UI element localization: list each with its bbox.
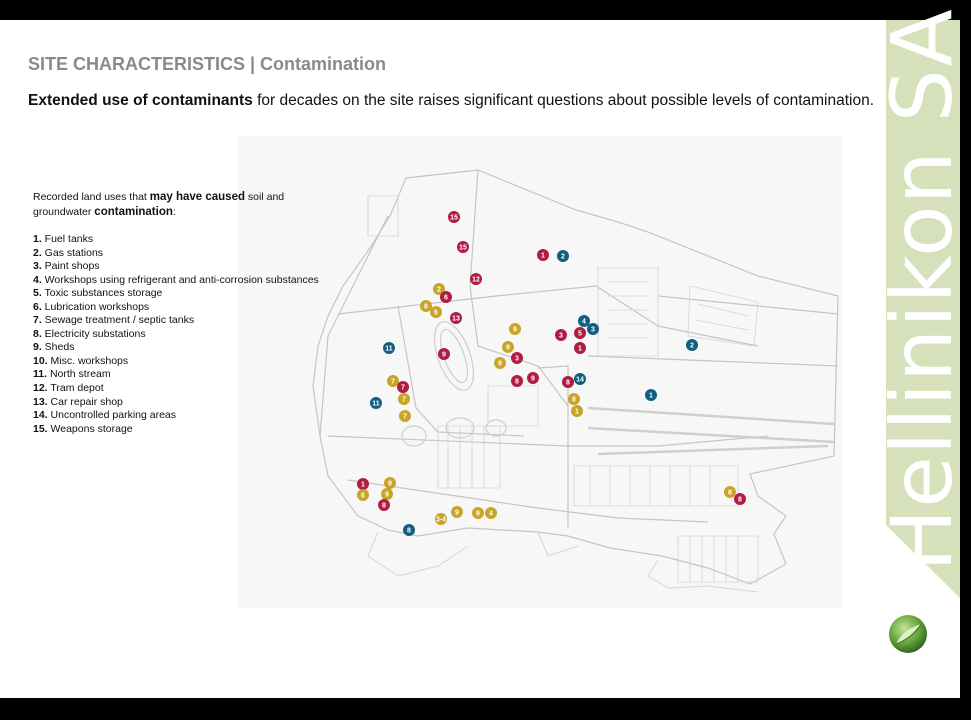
legend-item-number: 9. (33, 341, 42, 354)
racetrack (402, 317, 506, 446)
map-marker (557, 250, 569, 262)
map-marker (470, 273, 482, 285)
map-marker-label: 1 (541, 252, 545, 260)
legend-intro-text: Recorded land uses that (33, 191, 150, 203)
map-marker (381, 488, 393, 500)
legend-item (33, 287, 333, 301)
map-marker (537, 249, 549, 261)
map-marker (440, 291, 452, 303)
map-marker (387, 375, 399, 387)
map-marker (645, 389, 657, 401)
legend-item (33, 274, 333, 288)
map-marker-label: 9 (506, 344, 510, 352)
map-marker-label: 12 (472, 276, 480, 284)
map-marker (574, 373, 586, 385)
map-marker (555, 329, 567, 341)
legend-item (33, 233, 333, 247)
runways (588, 408, 834, 454)
map-marker-label: 3 (591, 326, 595, 334)
map-marker (734, 493, 746, 505)
brand-wordmark: Hellinikon SA (873, 8, 971, 572)
map-marker (527, 372, 539, 384)
legend-item-number: 12. (33, 382, 48, 395)
map-marker-label: 15 (459, 244, 467, 252)
legend-item-number: 3. (33, 260, 42, 273)
legend-item-label: Electricity substations (41, 327, 146, 340)
map-marker-label: 7 (391, 378, 395, 386)
map-marker-label: 6 (434, 309, 438, 317)
legend-item-label: Workshops using refrigerant and anti-corrosion substances (41, 273, 319, 286)
legend-intro-emphasis: may have caused (149, 191, 246, 203)
map-marker (509, 323, 521, 335)
map-marker-label: 14 (576, 376, 584, 384)
map-marker (571, 405, 583, 417)
map-marker (485, 507, 497, 519)
map-marker (494, 357, 506, 369)
map-marker-label: 8 (566, 379, 570, 387)
map-marker-label: 8 (572, 396, 576, 404)
map-marker (450, 312, 462, 324)
coast (368, 532, 758, 592)
legend (33, 190, 333, 436)
map-marker-label: 11 (372, 400, 380, 408)
map-marker (383, 342, 395, 354)
map-marker (587, 323, 599, 335)
map-marker (724, 486, 736, 498)
legend-intro-text: : (172, 206, 176, 218)
map-marker (448, 211, 460, 223)
legend-item-number: 1. (33, 233, 42, 245)
legend-item-number: 5. (33, 287, 42, 300)
map-marker-label: 9 (531, 375, 535, 383)
legend-item-label: Gas stations (41, 246, 104, 259)
map-marker-label: 3 (515, 355, 519, 363)
map-marker (398, 393, 410, 405)
legend-item-number: 13. (33, 395, 48, 408)
legend-item-label: Sewage treatment / septic tanks (41, 314, 195, 327)
legend-item-number: 2. (33, 246, 42, 259)
contamination-markers (357, 211, 746, 536)
legend-item-label: Paint shops (41, 260, 100, 273)
map-marker (435, 513, 447, 525)
map-marker (430, 306, 442, 318)
legend-item (33, 260, 333, 274)
map-marker-label: 2 (437, 286, 441, 294)
map-marker (357, 478, 369, 490)
map-marker (384, 477, 396, 489)
map-marker-label: 8 (738, 496, 742, 504)
legend-item (33, 423, 333, 437)
map-marker-label: 7 (401, 384, 405, 392)
map-marker-label: 5 (578, 330, 582, 338)
legend-item (33, 314, 333, 328)
legend-item-label: Sheds (41, 341, 75, 354)
map-marker-label: 9 (388, 480, 392, 488)
leaf-globe-icon (888, 614, 928, 654)
map-marker-label: 1 (578, 345, 582, 353)
map-marker-label: 6 (361, 492, 365, 500)
map-marker (457, 241, 469, 253)
map-marker-label: 8 (407, 527, 411, 535)
map-marker (472, 507, 484, 519)
subtitle-emphasis: Extended use of contaminants (28, 92, 253, 109)
legend-item (33, 301, 333, 315)
legend-item-label: Tram depot (47, 382, 104, 395)
map-marker-label: 1 (649, 392, 653, 400)
map-marker-label: 9 (498, 360, 502, 368)
legend-item-number: 14. (33, 409, 48, 422)
map-marker (686, 339, 698, 351)
map-marker (578, 315, 590, 327)
map-marker (511, 375, 523, 387)
map-marker-label: 8 (515, 378, 519, 386)
map-marker (451, 506, 463, 518)
map-marker-label: 1 (361, 481, 365, 489)
legend-item-label: Misc. workshops (47, 354, 129, 367)
map-marker-label: 6 (444, 294, 448, 302)
map-marker (420, 300, 432, 312)
map-marker-label: 8 (382, 502, 386, 510)
legend-item-number: 8. (33, 327, 42, 340)
map-marker-label: 2 (690, 342, 694, 350)
legend-item-number: 6. (33, 300, 42, 313)
legend-item-number: 4. (33, 273, 42, 286)
legend-item-number: 11. (33, 368, 48, 381)
legend-item-label: Uncontrolled parking areas (47, 409, 177, 422)
map-marker-label: 8 (728, 489, 732, 497)
legend-item-number: 15. (33, 422, 48, 435)
legend-item-label: Fuel tanks (41, 233, 94, 245)
map-marker-label: 11 (385, 345, 393, 353)
legend-item-label: Weapons storage (47, 422, 133, 435)
legend-item (33, 409, 333, 423)
map-marker (438, 348, 450, 360)
map-marker-label: 2 (561, 253, 565, 261)
legend-item-number: 7. (33, 314, 42, 327)
map-marker (403, 524, 415, 536)
map-marker-label: 7 (403, 413, 407, 421)
legend-item (33, 328, 333, 342)
map-marker-label: 9 (442, 351, 446, 359)
map-marker-label: 3 (559, 332, 563, 340)
legend-item-label: Car repair shop (47, 395, 123, 408)
map-marker-label: 4 (489, 510, 493, 518)
legend-item (33, 396, 333, 410)
page-title: SITE CHARACTERISTICS | Contamination (28, 54, 387, 74)
map-marker-label: 9 (513, 326, 517, 334)
map-marker (568, 393, 580, 405)
legend-item-label: Toxic substances storage (41, 287, 163, 300)
legend-intro-emphasis: contamination (94, 206, 173, 218)
legend-item (33, 247, 333, 261)
map-marker-label: 13 (452, 315, 460, 323)
legend-item-label: Lubrication workshops (41, 300, 150, 313)
map-marker (562, 376, 574, 388)
legend-intro-text: soil and groundwater (33, 191, 285, 218)
legend-item-label: North stream (47, 368, 111, 381)
map-marker (357, 489, 369, 501)
map-marker-label: 8 (424, 303, 428, 311)
map-marker (397, 381, 409, 393)
legend-item (33, 368, 333, 382)
map-marker-label: 7 (402, 396, 406, 404)
subtitle-text: for decades on the site raises significant questions about possible levels of contamination. (252, 92, 875, 109)
legend-item (33, 355, 333, 369)
map-marker (399, 410, 411, 422)
map-marker-label: 1 (575, 408, 579, 416)
map-marker (574, 342, 586, 354)
legend-intro (33, 190, 333, 220)
map-marker (502, 341, 514, 353)
map-marker-label: 9 (385, 491, 389, 499)
map-marker-label: 3-4 (435, 516, 447, 524)
map-marker-label: 9 (455, 509, 459, 517)
legend-item-number: 10. (33, 354, 48, 367)
page-subtitle (28, 92, 874, 110)
legend-list (33, 233, 333, 436)
map-marker-label: 4 (582, 318, 586, 326)
legend-item (33, 341, 333, 355)
map-marker (370, 397, 382, 409)
map-marker (574, 327, 586, 339)
map-marker (378, 499, 390, 511)
legend-item (33, 382, 333, 396)
map-marker-label: 15 (450, 214, 458, 222)
map-marker-label: 9 (476, 510, 480, 518)
slide (0, 8, 971, 698)
map-marker (511, 352, 523, 364)
